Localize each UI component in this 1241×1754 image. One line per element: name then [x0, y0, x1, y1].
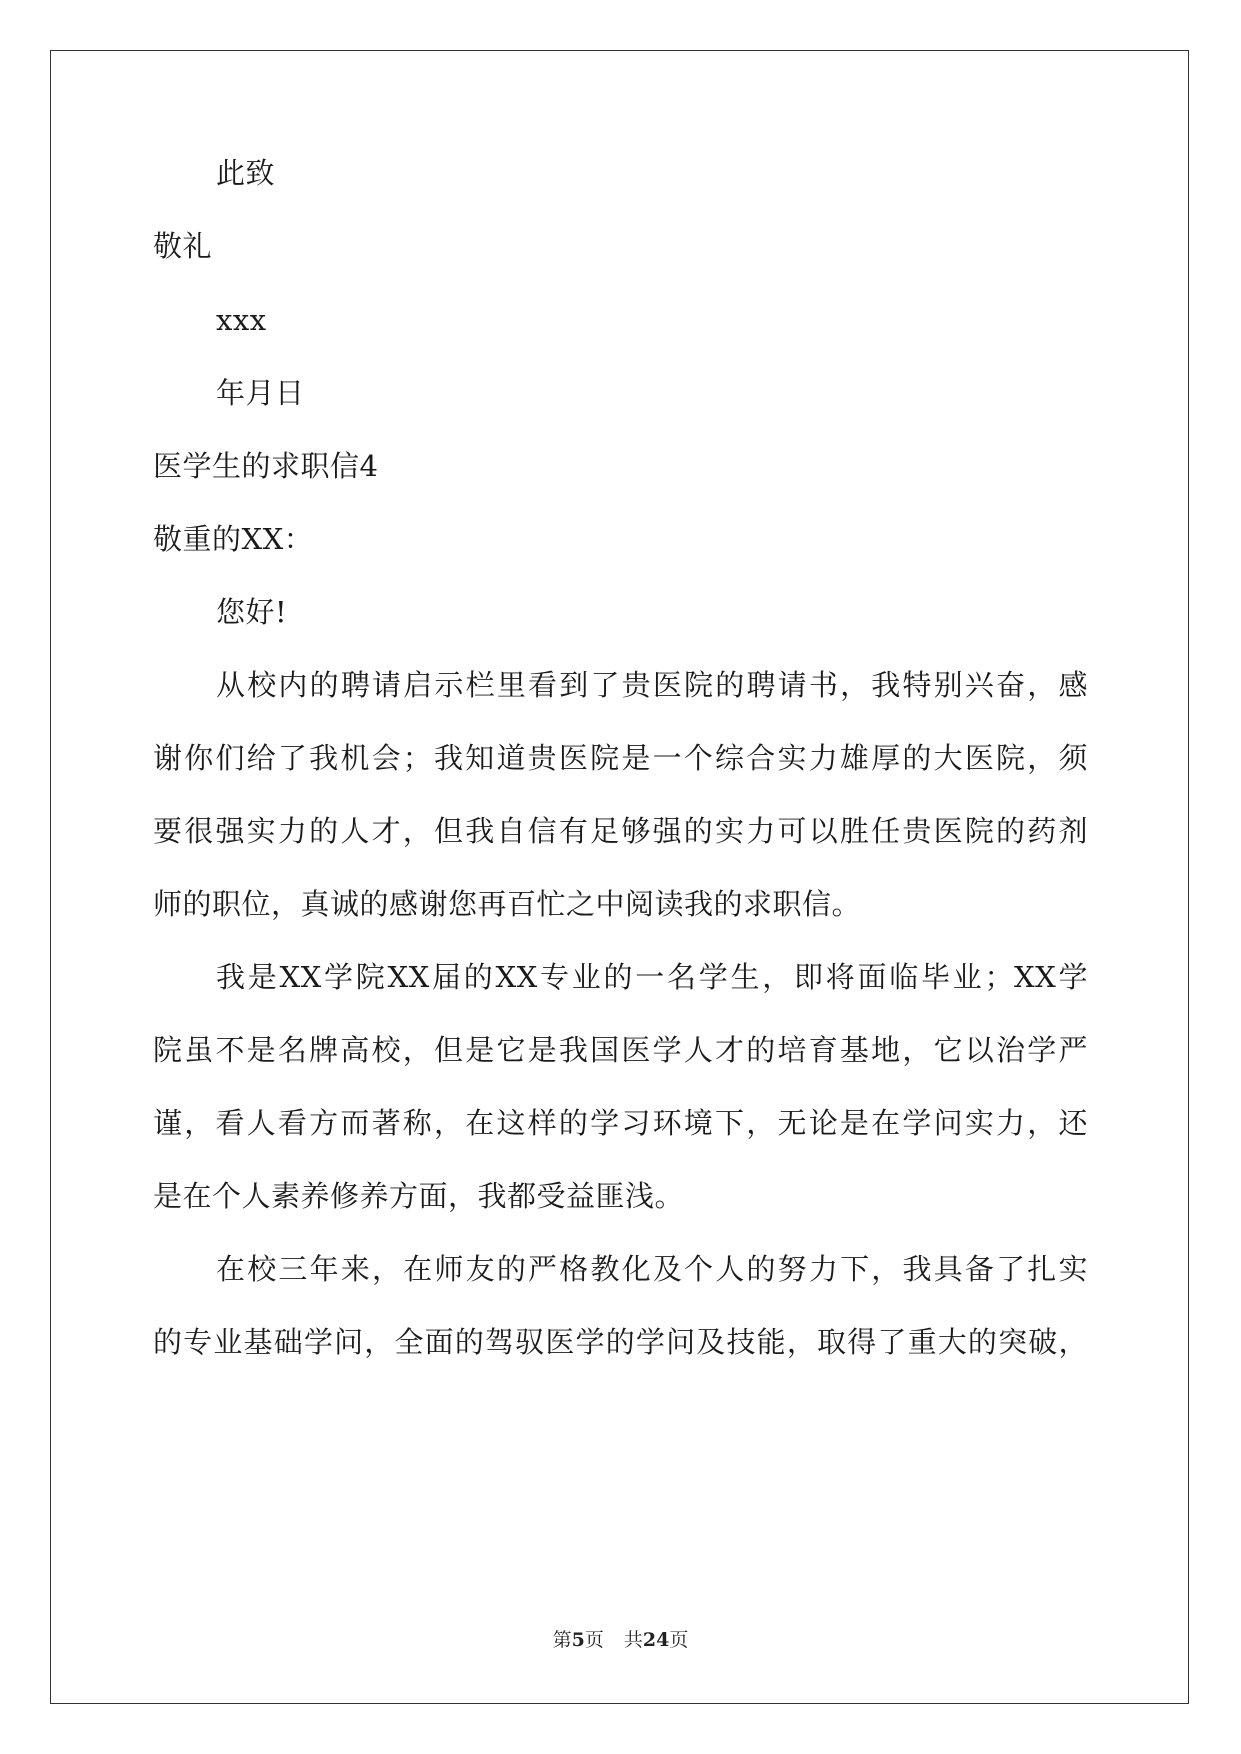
page-mid: 页	[584, 1629, 604, 1651]
paragraph-line: 谨，看人看方而著称，在这样的学习环境下，无论是在学问实力，还	[153, 1106, 1088, 1140]
total-prefix: 共	[623, 1629, 643, 1651]
page-total: 24	[642, 1629, 670, 1651]
paragraph-line: 院虽不是名牌高校，但是它是我国医学人才的培育基地，它以治学严	[153, 1033, 1088, 1067]
page-current: 5	[571, 1629, 585, 1651]
total-suffix: 页	[669, 1629, 689, 1651]
paragraph-line: 从校内的聘请启示栏里看到了贵医院的聘请书，我特别兴奋，感	[216, 668, 1088, 702]
paragraph-line: 谢你们给了我机会；我知道贵医院是一个综合实力雄厚的大医院，须	[153, 741, 1088, 775]
paragraph-line: 是在个人素养修养方面，我都受益匪浅。	[153, 1179, 685, 1213]
signature-date: 年月日	[216, 376, 305, 410]
paragraph-line: 在校三年来，在师友的严格教化及个人的努力下，我具备了扎实	[216, 1252, 1088, 1286]
paragraph-line: 要很强实力的人才，但我自信有足够强的实力可以胜任贵医院的药剂	[153, 814, 1088, 848]
paragraph-line: 师的职位，真诚的感谢您再百忙之中阅读我的求职信。	[153, 887, 862, 921]
section-title: 医学生的求职信4	[153, 449, 379, 483]
signature-name: xxx	[216, 303, 267, 337]
page-prefix: 第	[552, 1629, 572, 1651]
paragraph-line: 的专业基础学问，全面的驾驭医学的学问及技能，取得了重大的突破，	[153, 1325, 1088, 1359]
closing-salutation: 此致	[216, 156, 276, 190]
page-footer	[0, 1628, 1241, 1652]
greeting-recipient: 敬重的XX：	[153, 522, 314, 556]
closing-regards: 敬礼	[153, 229, 213, 263]
paragraph-line: 我是XX学院XX届的XX专业的一名学生，即将面临毕业；XX学	[216, 960, 1088, 994]
page-border	[50, 50, 1189, 1704]
greeting-hello: 您好!	[216, 595, 288, 629]
